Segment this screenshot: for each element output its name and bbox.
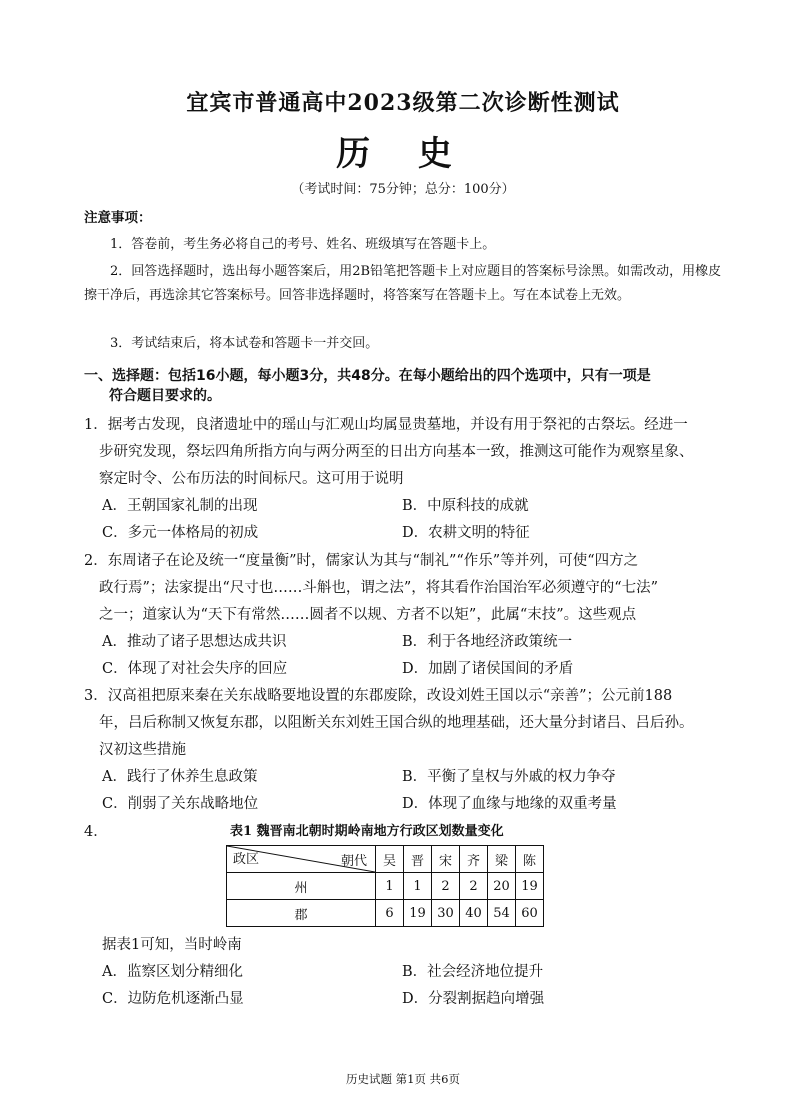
option-c: C．削弱了关东战略地位	[102, 796, 259, 812]
question-stem-line: 步研究发现，祭坛四角所指方向与两分两至的日出方向基本一致，推测这可能作为观察星象、	[99, 444, 694, 460]
table-corner-cell	[227, 846, 376, 873]
exam-info: （考试时间：75分钟；总分：100分）	[291, 182, 515, 197]
dynasty-header: 陈	[516, 846, 544, 873]
option-d: D．加剧了诸侯国间的矛盾	[402, 661, 574, 677]
note-item: 1．答卷前，考生务必将自己的考号、姓名、班级填写在答题卡上。	[110, 237, 496, 252]
table-cell: 1	[404, 873, 432, 900]
table-cell: 6	[376, 900, 404, 927]
option-list	[84, 764, 734, 818]
table-title: 表1 魏晋南北朝时期岭南地方行政区划数量变化	[230, 824, 504, 839]
table-cell: 2	[432, 873, 460, 900]
option-d: D．农耕文明的特征	[402, 525, 530, 541]
page-footer: 历史试题 第1页 共6页	[346, 1072, 460, 1086]
question-stem-line: 年，吕后称制又恢复东郡，以阻断关东刘姓王国合纵的地理基础，还大量分封诸吕、吕后孙。	[99, 715, 694, 731]
question-stem-line: 汉初这些措施	[99, 742, 186, 758]
option-d: D．体现了血缘与地缘的双重考量	[402, 796, 617, 812]
table-header-row	[227, 846, 544, 873]
table-cell: 20	[488, 873, 516, 900]
option-a: A．监察区划分精细化	[102, 964, 243, 980]
option-a: A．王朝国家礼制的出现	[102, 498, 258, 514]
question-stem-line: 2．东周诸子在论及统一“度量衡”时，儒家认为其与“制礼”“作乐”等并列，可使“四方之	[84, 553, 639, 569]
table-cell: 60	[516, 900, 544, 927]
table-cell: 19	[404, 900, 432, 927]
table-row	[227, 873, 544, 900]
table-cell: 2	[460, 873, 488, 900]
notes-heading: 注意事项：	[84, 210, 152, 226]
dynasty-header: 吴	[376, 846, 404, 873]
question-1	[84, 412, 734, 547]
table-cell: 1	[376, 873, 404, 900]
note-item: 3．考试结束后，将本试卷和答题卡一并交回。	[110, 336, 379, 351]
part-one-heading-line: 符合题目要求的。	[109, 388, 221, 404]
question-stem-line: 察定时令、公布历法的时间标尺。这可用于说明	[99, 471, 404, 487]
dynasty-header: 宋	[432, 846, 460, 873]
table-cell: 40	[460, 900, 488, 927]
option-a: A．推动了诸子思想达成共识	[102, 634, 287, 650]
corner-label-region: 政区	[233, 852, 260, 867]
table-cell: 19	[516, 873, 544, 900]
row-label: 郡	[227, 900, 376, 927]
option-list	[84, 629, 734, 683]
question-4-number: 4．	[84, 824, 108, 840]
option-b: B．中原科技的成就	[402, 498, 529, 514]
question-stem-line: 之一；道家认为“天下有常然……圆者不以规、方者不以矩”，此属“末技”。这些观点	[99, 607, 637, 623]
table-cell: 30	[432, 900, 460, 927]
dynasty-header: 晋	[404, 846, 432, 873]
question-3	[84, 683, 734, 818]
option-b: B．平衡了皇权与外戚的权力争夺	[402, 769, 616, 785]
option-list	[84, 493, 734, 547]
question-stem-line: 政行焉”；法家提出“尺寸也……斗斛也，谓之法”，将其看作治国治军必须遵守的“七法”	[99, 580, 659, 596]
data-table	[226, 845, 544, 927]
question-stem-line: 据表1可知，当时岭南	[102, 937, 242, 953]
option-list	[84, 959, 734, 1013]
part-one-heading-line: 一、选择题：包括16小题，每小题3分，共48分。在每小题给出的四个选项中，只有一项是	[84, 368, 651, 384]
option-d: D．分裂割据趋向增强	[402, 991, 545, 1007]
table-row	[227, 900, 544, 927]
option-b: B．社会经济地位提升	[402, 964, 544, 980]
note-item: 2．回答选择题时，选出每小题答案后，用2B铅笔把答题卡上对应题目的答案标号涂黑。如需改动，用橡皮擦干净后，再选涂其它答案标号。回答非选择题时，将答案写在答题卡上。写在本试卷上无效。	[84, 264, 722, 303]
question-2	[84, 548, 734, 683]
option-a: A．践行了休养生息政策	[102, 769, 258, 785]
option-c: C．多元一体格局的初成	[102, 525, 259, 541]
dynasty-header: 齐	[460, 846, 488, 873]
dynasty-header: 梁	[488, 846, 516, 873]
table-cell: 54	[488, 900, 516, 927]
question-4-body	[84, 932, 734, 1013]
question-stem-line: 1．据考古发现，良渚遗址中的瑶山与汇观山均属显贵墓地，并设有用于祭祀的古祭坛。经进一	[84, 417, 688, 433]
option-c: C．边防危机逐渐凸显	[102, 991, 244, 1007]
option-c: C．体现了对社会失序的回应	[102, 661, 288, 677]
row-label: 州	[227, 873, 376, 900]
subject-title: 历 史	[336, 134, 470, 174]
option-b: B．利于各地经济政策统一	[402, 634, 573, 650]
question-stem-line: 3．汉高祖把原来秦在关东战略要地设置的东郡废除，改设刘姓王国以示“亲善”；公元前188	[84, 688, 673, 704]
exam-title: 宜宾市普通高中2023级第二次诊断性测试	[186, 90, 620, 116]
corner-label-dynasty: 朝代	[340, 854, 367, 869]
part-one-heading	[84, 366, 734, 406]
